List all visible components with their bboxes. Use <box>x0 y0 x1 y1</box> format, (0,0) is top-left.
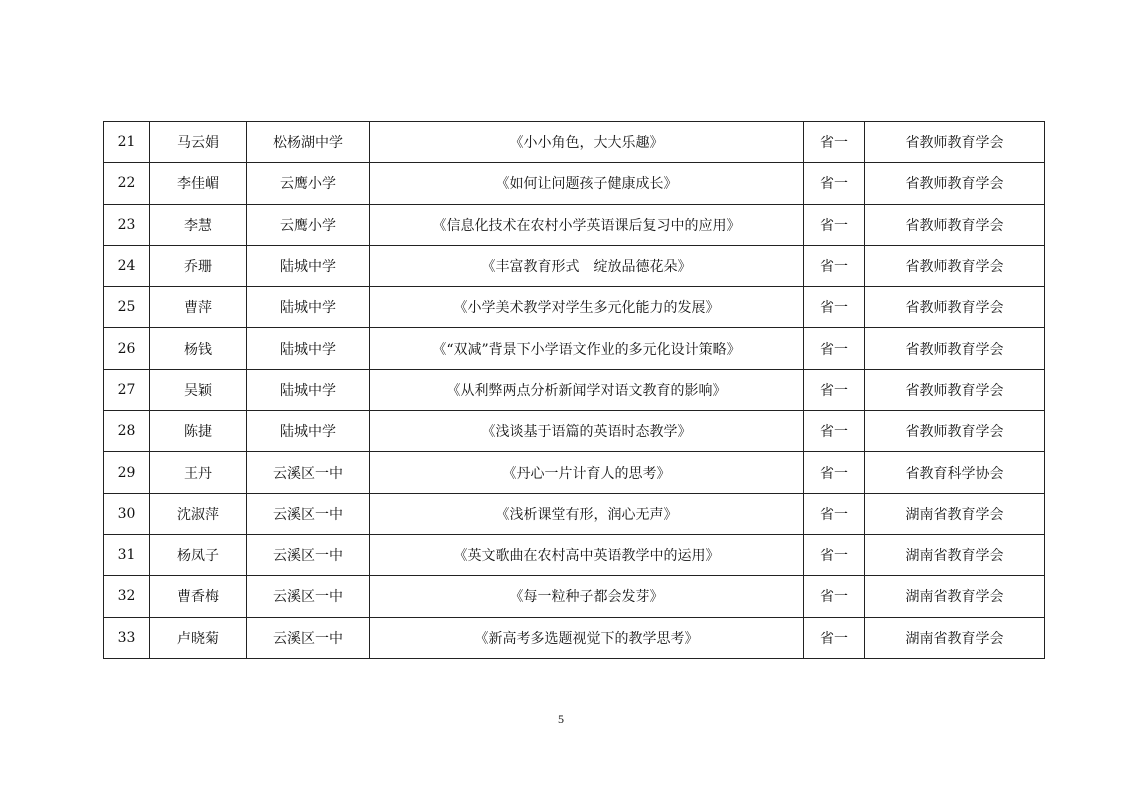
cell-school: 云溪区一中 <box>247 452 370 493</box>
cell-number: 22 <box>104 163 150 204</box>
cell-name: 吴颖 <box>150 369 247 410</box>
cell-school: 云鹰小学 <box>247 204 370 245</box>
cell-name: 曹萍 <box>150 287 247 328</box>
cell-award-level: 省一 <box>804 576 865 617</box>
cell-number: 27 <box>104 369 150 410</box>
cell-name: 陈捷 <box>150 411 247 452</box>
cell-award-level: 省一 <box>804 617 865 658</box>
cell-title: 《丰富教育形式 绽放品德花朵》 <box>370 245 804 286</box>
cell-title: 《“双减”背景下小学语文作业的多元化设计策略》 <box>370 328 804 369</box>
table-body <box>104 122 1045 659</box>
cell-title: 《小学美术教学对学生多元化能力的发展》 <box>370 287 804 328</box>
cell-organization: 省教育科学协会 <box>865 452 1045 493</box>
cell-school: 陆城中学 <box>247 287 370 328</box>
cell-name: 王丹 <box>150 452 247 493</box>
cell-number: 21 <box>104 122 150 163</box>
cell-title: 《英文歌曲在农村高中英语教学中的运用》 <box>370 534 804 575</box>
cell-number: 33 <box>104 617 150 658</box>
cell-award-level: 省一 <box>804 452 865 493</box>
cell-title: 《丹心一片计育人的思考》 <box>370 452 804 493</box>
cell-title: 《浅析课堂有形，润心无声》 <box>370 493 804 534</box>
cell-organization: 省教师教育学会 <box>865 122 1045 163</box>
cell-school: 云鹰小学 <box>247 163 370 204</box>
cell-title: 《新高考多选题视觉下的教学思考》 <box>370 617 804 658</box>
cell-award-level: 省一 <box>804 328 865 369</box>
cell-school: 云溪区一中 <box>247 493 370 534</box>
cell-number: 32 <box>104 576 150 617</box>
cell-title: 《每一粒种子都会发芽》 <box>370 576 804 617</box>
table-row <box>104 452 1045 493</box>
cell-award-level: 省一 <box>804 534 865 575</box>
cell-name: 沈淑萍 <box>150 493 247 534</box>
table-row <box>104 163 1045 204</box>
cell-award-level: 省一 <box>804 122 865 163</box>
cell-number: 31 <box>104 534 150 575</box>
cell-number: 24 <box>104 245 150 286</box>
table-row <box>104 576 1045 617</box>
cell-number: 30 <box>104 493 150 534</box>
cell-title: 《从利弊两点分析新闻学对语文教育的影响》 <box>370 369 804 410</box>
cell-name: 李佳嵋 <box>150 163 247 204</box>
table-row <box>104 493 1045 534</box>
cell-award-level: 省一 <box>804 493 865 534</box>
cell-number: 26 <box>104 328 150 369</box>
cell-name: 杨钱 <box>150 328 247 369</box>
cell-organization: 省教师教育学会 <box>865 411 1045 452</box>
table-row <box>104 369 1045 410</box>
cell-organization: 湖南省教育学会 <box>865 576 1045 617</box>
cell-title: 《信息化技术在农村小学英语课后复习中的应用》 <box>370 204 804 245</box>
cell-organization: 省教师教育学会 <box>865 328 1045 369</box>
cell-organization: 省教师教育学会 <box>865 163 1045 204</box>
table-row <box>104 204 1045 245</box>
cell-title: 《如何让问题孩子健康成长》 <box>370 163 804 204</box>
cell-school: 陆城中学 <box>247 411 370 452</box>
cell-title: 《浅谈基于语篇的英语时态教学》 <box>370 411 804 452</box>
table-row <box>104 411 1045 452</box>
cell-name: 李慧 <box>150 204 247 245</box>
cell-title: 《小小角色，大大乐趣》 <box>370 122 804 163</box>
cell-award-level: 省一 <box>804 369 865 410</box>
award-table <box>103 121 1045 659</box>
cell-school: 云溪区一中 <box>247 576 370 617</box>
cell-number: 23 <box>104 204 150 245</box>
table-row <box>104 245 1045 286</box>
cell-organization: 省教师教育学会 <box>865 287 1045 328</box>
cell-award-level: 省一 <box>804 204 865 245</box>
cell-name: 杨凤子 <box>150 534 247 575</box>
cell-number: 28 <box>104 411 150 452</box>
cell-name: 卢晓菊 <box>150 617 247 658</box>
cell-organization: 省教师教育学会 <box>865 369 1045 410</box>
cell-name: 马云娟 <box>150 122 247 163</box>
cell-school: 陆城中学 <box>247 328 370 369</box>
cell-number: 29 <box>104 452 150 493</box>
cell-award-level: 省一 <box>804 287 865 328</box>
table-row <box>104 534 1045 575</box>
table-row <box>104 617 1045 658</box>
cell-organization: 湖南省教育学会 <box>865 617 1045 658</box>
cell-school: 云溪区一中 <box>247 617 370 658</box>
table-row <box>104 328 1045 369</box>
cell-school: 云溪区一中 <box>247 534 370 575</box>
table-row <box>104 122 1045 163</box>
cell-school: 陆城中学 <box>247 245 370 286</box>
cell-organization: 省教师教育学会 <box>865 245 1045 286</box>
cell-organization: 省教师教育学会 <box>865 204 1045 245</box>
cell-award-level: 省一 <box>804 411 865 452</box>
cell-award-level: 省一 <box>804 163 865 204</box>
cell-award-level: 省一 <box>804 245 865 286</box>
cell-name: 曹香梅 <box>150 576 247 617</box>
page-number: 5 <box>558 712 564 726</box>
table-row <box>104 287 1045 328</box>
cell-organization: 湖南省教育学会 <box>865 493 1045 534</box>
cell-name: 乔珊 <box>150 245 247 286</box>
cell-number: 25 <box>104 287 150 328</box>
cell-school: 松杨湖中学 <box>247 122 370 163</box>
cell-school: 陆城中学 <box>247 369 370 410</box>
cell-organization: 湖南省教育学会 <box>865 534 1045 575</box>
